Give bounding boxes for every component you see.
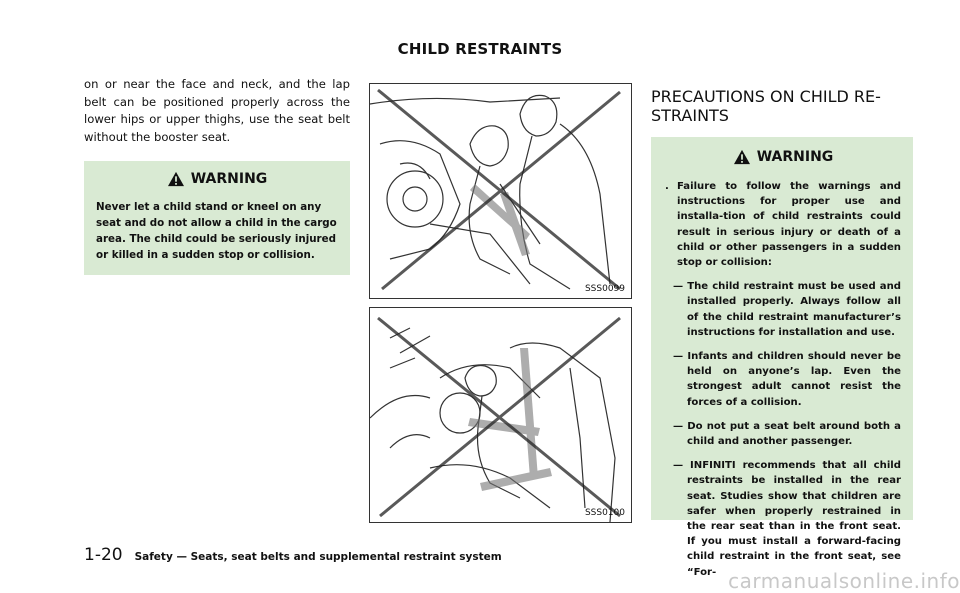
right-column — [651, 87, 913, 578]
warning-main-text: Failure to follow the warnings and instructions for proper use and installa-tion of child restraints could result in serious injury or death of a child or other passengers in a sudden stop or collision: — [677, 181, 901, 269]
figure-label: SSS0099 — [584, 284, 625, 294]
page-footer — [84, 545, 502, 565]
precautions-warning-box — [651, 137, 913, 578]
warning-sub-item: — Do not put a seat belt around both a child and another passenger. — [673, 420, 901, 448]
page-number: 1-20 — [84, 545, 123, 565]
warning-heading — [665, 149, 901, 165]
footer-section-title: Safety — Seats, seat belts and supplemental restraint system — [134, 551, 502, 563]
section-title — [651, 87, 913, 125]
figure-label: SSS0100 — [584, 508, 625, 518]
figure-child-lap — [369, 307, 632, 523]
warning-bullet-item — [665, 179, 901, 270]
warning-triangle-icon — [167, 171, 185, 187]
section-title-line1: PRECAUTIONS ON CHILD RE- — [651, 87, 881, 106]
illustration-child-in-front-seat — [370, 84, 631, 298]
warning-sub-item: — INFINITI recommends that all child restraints be installed in the rear seat. Studies show that children are safer when properly restrained in the rear seat than in the front seat. If you must install a forward-facing child restraint in the front seat, see “For- — [673, 460, 901, 578]
warning-triangle-icon — [733, 149, 751, 165]
warning-title: WARNING — [190, 171, 268, 188]
warning-heading — [96, 171, 338, 187]
warning-sub-item: — The child restraint must be used and installed properly. Always follow all of the child restraint manufacturer’s instructions for installation and use. — [673, 281, 901, 338]
warning-box — [84, 161, 350, 275]
warning-text: Never let a child stand or kneel on any seat and do not allow a child in the cargo area. The child could be seriously injured or killed in a sudden stop or collision. — [96, 201, 337, 262]
watermark: carmanualsonline.info — [728, 569, 960, 593]
warning-sub-item: — Infants and children should never be held on anyone’s lap. Even the strongest adult cannot resist the forces of a collision. — [673, 351, 901, 408]
figure-child-standing — [369, 83, 632, 299]
bullet-mark: . — [665, 181, 669, 192]
page-header: CHILD RESTRAINTS — [397, 40, 563, 58]
illustration-child-on-lap — [370, 308, 631, 522]
warning-title: WARNING — [756, 149, 834, 165]
section-title-line2: STRAINTS — [651, 106, 729, 125]
left-column — [84, 76, 350, 275]
intro-paragraph: on or near the face and neck, and the lap belt can be positioned properly across the lower hips or upper thighs, use the seat belt without the booster seat. — [84, 77, 350, 144]
